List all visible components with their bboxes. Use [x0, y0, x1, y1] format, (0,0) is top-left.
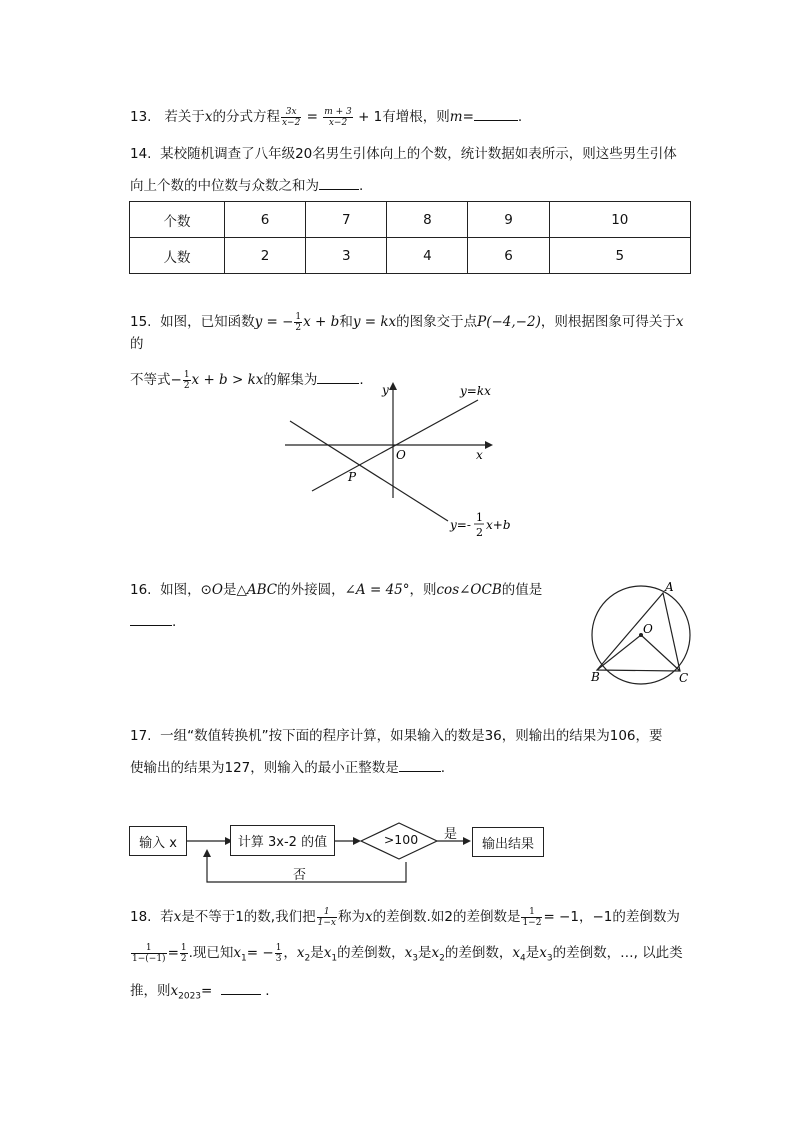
svg-text:B: B	[591, 670, 600, 684]
table-row	[130, 202, 691, 238]
fraction: $\frac{1}{3}$	[275, 942, 282, 964]
table-row	[130, 238, 691, 274]
label-x: x	[476, 448, 483, 462]
table-cell: 3	[306, 238, 387, 274]
fraction: $\frac{1}{1-x}$	[317, 906, 336, 928]
table-cell: 6	[225, 202, 306, 238]
question-number: 15.	[130, 314, 152, 330]
svg-text:O: O	[643, 622, 653, 636]
question-number: 16.	[130, 582, 152, 598]
table-cell: 个数	[130, 202, 225, 238]
table-cell: 5	[549, 238, 690, 274]
table-cell: 9	[468, 202, 549, 238]
answer-blank[interactable]	[474, 106, 518, 121]
fraction: $\frac{3x}{x-2}$	[281, 106, 301, 128]
arrow-icon	[463, 837, 471, 845]
flow-no-label: 否	[293, 868, 307, 883]
answer-blank[interactable]	[130, 611, 172, 626]
answer-blank[interactable]	[399, 757, 441, 772]
fraction: $\frac{1}{2}$	[180, 942, 187, 964]
question-number: 14.	[130, 146, 152, 162]
fraction: $\frac{m + 3}{x-2}$	[324, 106, 352, 128]
segment-oc	[641, 635, 680, 671]
question-number: 17.	[130, 728, 152, 744]
question-16: 16. 如图，⊙O是△ABC的外接圆，∠A = 45°，则cos∠OCB的值是 .	[130, 582, 543, 630]
svg-text:C: C	[679, 671, 689, 685]
function-graph	[280, 378, 520, 548]
table-cell: 4	[387, 238, 468, 274]
fraction: $\frac{1}{2}$	[295, 311, 302, 333]
question-14: 14. 某校随机调查了八年级20名男生引体向上的个数，统计数据如表所示，则这些男生引体 向上个数的中位数与众数之和为 .	[130, 146, 677, 194]
question-18: 18. 若x是不等于1的数,我们把 $\frac{1}{1-x}$ 称为x的差倒数.如2的差倒数是 $\frac{1}{1-2}$ = −1，−1的差倒数为 $\frac{1}{1-(-1)}$ = $\frac{1}{2}$ .现已知$x_1=$ − $\frac{1}{3}$ ，$x_2$是$x_1$的差倒数，$x_3$是$x_2$的差倒数，$x_4$是$x_3$的差倒数，…, 以此类 推，则$x_{2023}=$ .	[130, 906, 683, 1002]
fraction: $\frac{1}{2}$	[183, 369, 190, 391]
svg-text:2: 2	[476, 526, 483, 539]
label-line1: y=-	[450, 518, 471, 532]
label-y: y	[382, 383, 389, 397]
answer-blank[interactable]	[319, 175, 359, 190]
table-cell: 人数	[130, 238, 225, 274]
label-y-kx: y=kx	[460, 384, 491, 398]
svg-text:A: A	[665, 580, 674, 594]
answer-blank[interactable]	[221, 980, 261, 995]
svg-text:x+b: x+b	[486, 518, 511, 532]
flow-yes-label: 是	[444, 827, 458, 842]
flow-output-box: 输出结果	[472, 827, 544, 857]
question-17: 17. 一组“数值转换机”按下面的程序计算，如果输入的数是36，则输出的结果为106，要 使输出的结果为127，则输入的最小正整数是 .	[130, 728, 663, 776]
segment-ob	[597, 635, 641, 670]
table-cell: 10	[549, 202, 690, 238]
y-axis-arrow-icon	[389, 382, 397, 390]
arrow-up-icon	[203, 849, 211, 857]
flow-input-box: 输入 x	[129, 826, 187, 856]
fraction: $\frac{1}{1-(-1)}$	[132, 942, 166, 964]
question-15: 15. 如图，已知函数y = − $\frac{1}{2}$ x + b和y = kx的图象交于点P(−4,−2)，则根据图象可得关于x的 不等式− $\frac{1}{2}$ x + b > kx的解集为 .	[130, 311, 684, 391]
flow-condition: >100	[383, 832, 419, 847]
svg-text:1: 1	[476, 511, 483, 524]
question-number: 18.	[130, 909, 152, 925]
table-cell: 7	[306, 202, 387, 238]
label-point-p: P	[348, 470, 357, 484]
flow-calc-box: 计算 3x-2 的值	[230, 825, 335, 856]
data-table	[129, 201, 691, 274]
circumcircle-figure	[585, 578, 700, 690]
question-13: 13. 若关于x的分式方程 $\frac{3x}{x-2}$ = $\frac{m + 3}{x-2}$ + 1有增根，则m= .	[130, 106, 523, 128]
question-number: 13.	[130, 109, 152, 125]
label-origin: O	[396, 448, 406, 462]
table-cell: 6	[468, 238, 549, 274]
x-axis-arrow-icon	[485, 441, 493, 449]
table-cell: 8	[387, 202, 468, 238]
line-y-half-x-b	[290, 421, 448, 521]
table-cell: 2	[225, 238, 306, 274]
fraction: $\frac{1}{1-2}$	[522, 906, 542, 928]
